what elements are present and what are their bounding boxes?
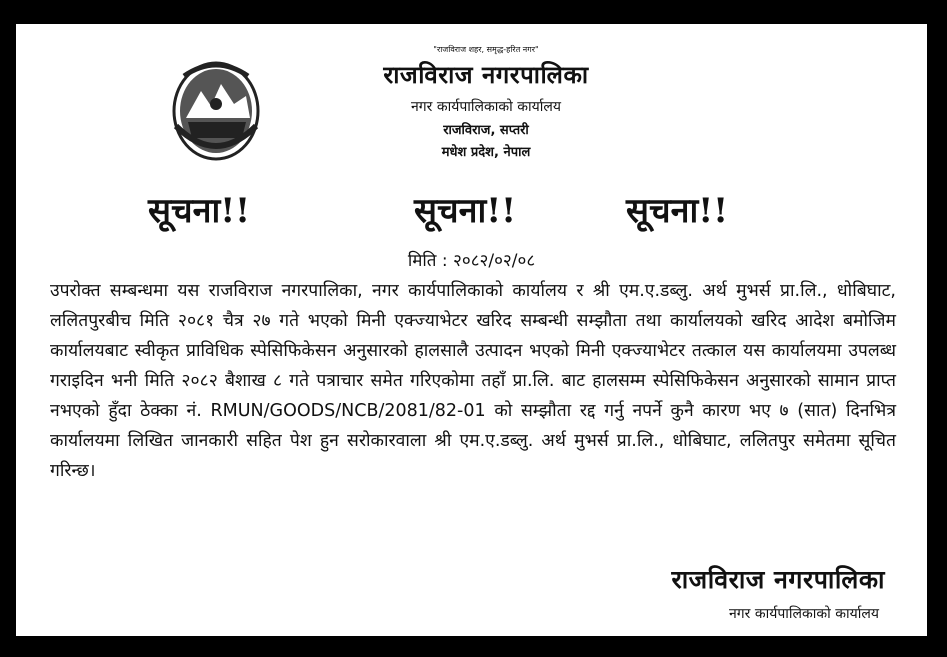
notice-heading: सूचना!! xyxy=(626,191,729,231)
nepal-government-emblem-icon xyxy=(166,56,266,166)
notice-heading: सूचना!! xyxy=(414,191,517,231)
letterhead xyxy=(306,44,666,164)
signature-org-name: राजविराज नगरपालिका xyxy=(671,565,885,594)
org-name: राजविराज नगरपालिका xyxy=(383,61,589,89)
notice-document xyxy=(16,24,927,636)
province: मधेश प्रदेश, नेपाल xyxy=(441,145,531,160)
city: राजविराज, सप्तरी xyxy=(443,123,529,138)
signature-office: नगर कार्यपालिकाको कार्यालय xyxy=(729,606,879,622)
notice-headings xyxy=(16,186,927,246)
office-name: नगर कार्यपालिकाको कार्यालय xyxy=(411,99,561,115)
notice-date: मिति : २०८२/०२/०८ xyxy=(407,251,536,271)
notice-heading: सूचना!! xyxy=(148,191,251,231)
notice-body: उपरोक्त सम्बन्धमा यस राजविराज नगरपालिका, नगर कार्यपालिकाको कार्यालय र श्री एम.ए.डब्लु. अर्थ मुभर्स प्रा.लि., धोबिघाट, ललितपुरबीच मिति २०८१ चैत्र २७ गते भएको मिनी एक्ज्याभेटर खरिद सम्बन्धी सम्झौता तथा कार्यालयको खरिद आदेश बमोजिम कार्यालयबाट स्वीकृत प्राविधिक स्पेसिफिकेसन अनुसारको हालसालै उत्पादन भएको मिनी एक्ज्याभेटर तत्काल यस कार्यालयमा उपलब्ध गराइदिन भनी मिति २०८२ बैशाख ८ गते पत्राचार समेत गरिएकोमा तहाँ प्रा.लि. बाट हालसम्म स्पेसिफिकेसन अनुसारको सामान प्राप्त नभएको हुँदा ठेक्का नं. RMUN/GOODS/NCB/2081/82-01 को सम्झौता रद्द गर्नु नपर्ने कुनै कारण भए ७ (सात) दिनभित्र कार्यालयमा लिखित जानकारी सहित पेश हुन सरोकारवाला श्री एम.ए.डब्लु. अर्थ मुभर्स प्रा.लि., धोबिघाट, ललितपुर समेतमा सूचित गरिन्छ। xyxy=(50,281,896,481)
slogan: "राजविराज शहर, समृद्ध-हरित नगर" xyxy=(433,45,539,54)
